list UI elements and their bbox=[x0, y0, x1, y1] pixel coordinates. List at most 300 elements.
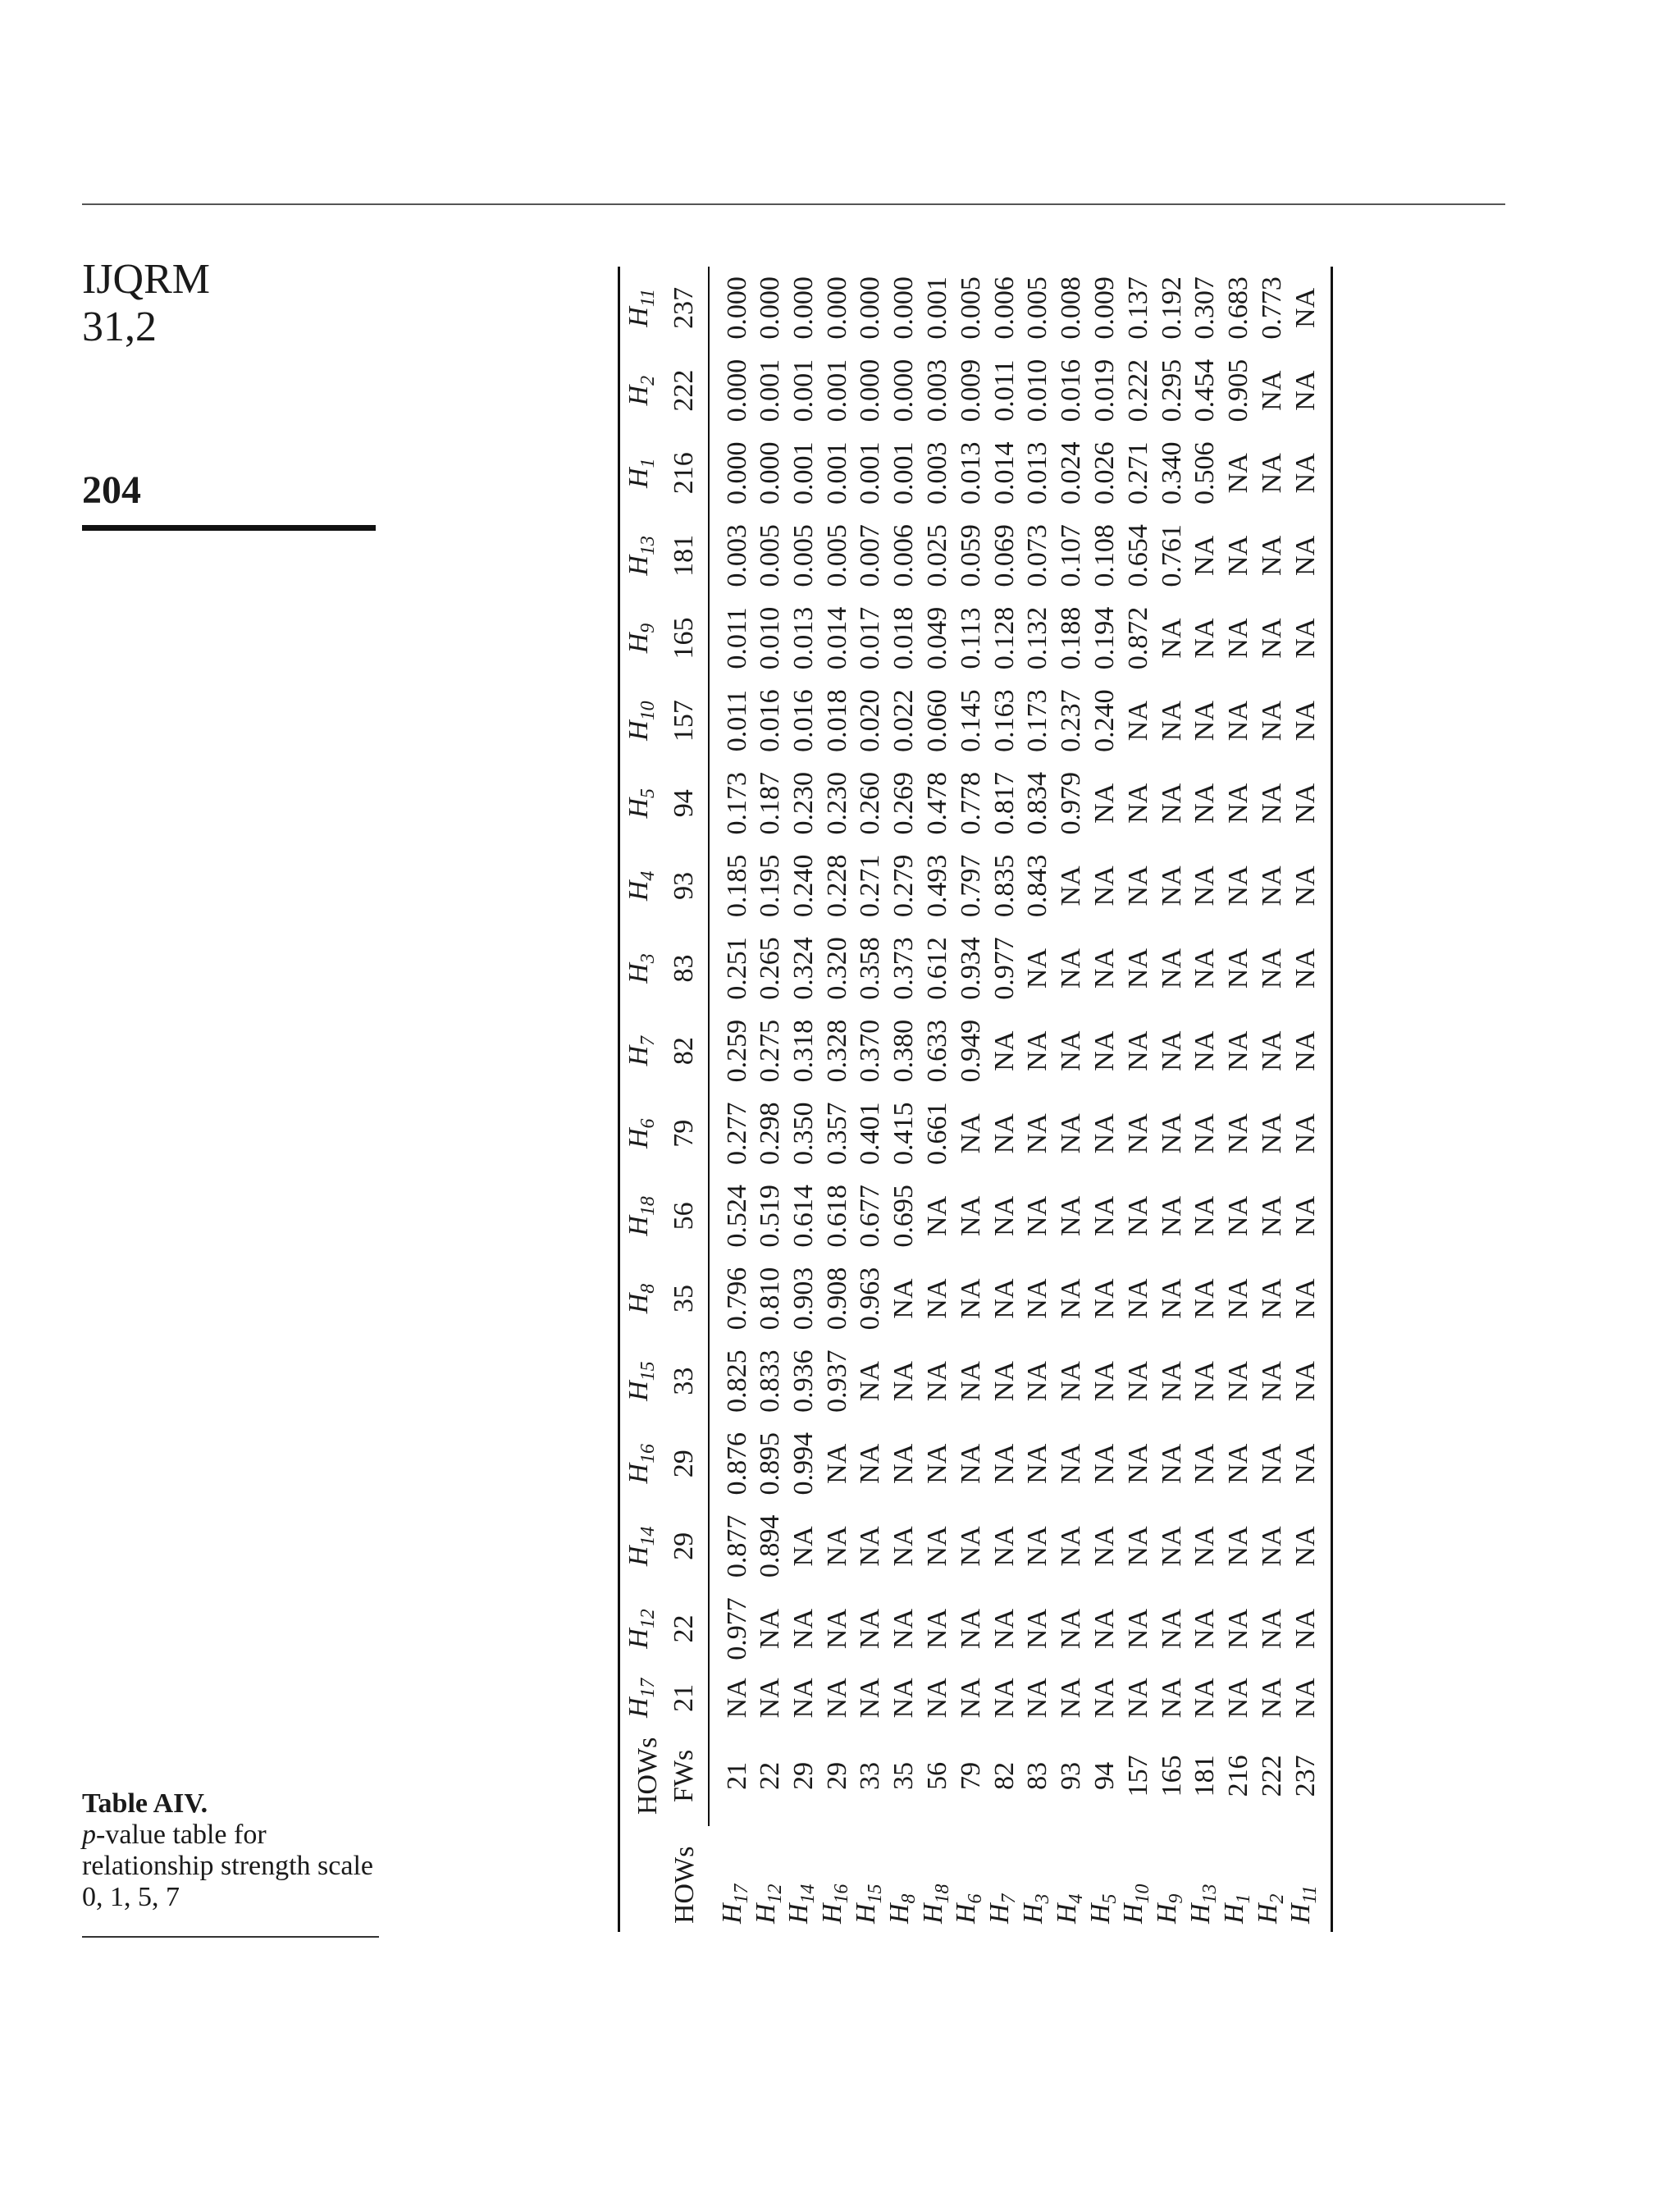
table-cell: 0.240 bbox=[788, 854, 819, 918]
column-header-h3 bbox=[619, 927, 672, 1010]
table-cell: 0.340 bbox=[1156, 441, 1187, 505]
table-cell: 0.010 bbox=[754, 606, 785, 670]
table-cell: NA bbox=[1223, 1113, 1254, 1154]
table-cell: 0.188 bbox=[1056, 606, 1087, 670]
table-cell: NA bbox=[1056, 948, 1087, 989]
table-row bbox=[1089, 267, 1122, 1932]
table-cell: NA bbox=[821, 1526, 852, 1567]
table-cell: 0.835 bbox=[988, 854, 1020, 918]
table-cell: 0.137 bbox=[1122, 276, 1153, 340]
table-cell: NA bbox=[955, 1443, 986, 1484]
table-cell: 0.934 bbox=[955, 937, 986, 1000]
table-cell: NA bbox=[1189, 1030, 1221, 1071]
table-cell: NA bbox=[1223, 701, 1254, 742]
table-cell: 0.222 bbox=[1122, 358, 1153, 422]
column-fw-h9: 165 bbox=[672, 597, 709, 680]
corner-hows-label: HOWs bbox=[632, 1737, 663, 1815]
column-fw-h8: 35 bbox=[672, 1258, 709, 1340]
table-cell: NA bbox=[1122, 1195, 1153, 1236]
table-cell: NA bbox=[788, 1608, 819, 1650]
table-cell: NA bbox=[1122, 1361, 1153, 1402]
table-cell: 0.001 bbox=[888, 441, 920, 505]
table-cell: 0.069 bbox=[988, 524, 1020, 587]
table-row bbox=[1121, 267, 1155, 1932]
table-head bbox=[619, 267, 709, 1932]
column-fw-h12: 22 bbox=[672, 1587, 709, 1670]
table-cell: NA bbox=[1056, 1526, 1087, 1567]
table-cell: 0.173 bbox=[1022, 689, 1053, 752]
table-cell: 0.275 bbox=[754, 1019, 785, 1083]
table-cell: NA bbox=[988, 1195, 1020, 1236]
table-cell: NA bbox=[1089, 1361, 1120, 1402]
table-cell: 0.614 bbox=[788, 1185, 819, 1248]
row-fw: 157 bbox=[1122, 1755, 1153, 1797]
table-cell: 0.228 bbox=[821, 854, 852, 918]
table-cell: 0.307 bbox=[1189, 276, 1221, 340]
table-cell: NA bbox=[888, 1526, 920, 1567]
row-label-h9-symbol: $H_9$ bbox=[1152, 1893, 1187, 1924]
table-cell: 0.318 bbox=[788, 1019, 819, 1083]
table-cell: NA bbox=[1156, 1526, 1187, 1567]
table-cell: 0.298 bbox=[754, 1102, 785, 1166]
table-cell: NA bbox=[1022, 1678, 1053, 1719]
table-cell: 0.014 bbox=[821, 606, 852, 670]
table-cell: 0.905 bbox=[1223, 358, 1254, 422]
pvalue-table bbox=[618, 267, 1333, 1932]
table-cell: NA bbox=[921, 1608, 952, 1650]
table-cell: NA bbox=[1290, 865, 1321, 906]
column-header-h7-symbol: $H_7$ bbox=[623, 1035, 659, 1066]
table-cell: NA bbox=[1189, 1195, 1221, 1236]
table-row bbox=[1155, 267, 1189, 1932]
row-fw: 56 bbox=[921, 1761, 952, 1790]
column-header-h6 bbox=[619, 1092, 672, 1175]
table-cell: NA bbox=[1122, 783, 1153, 824]
table-cell: 0.506 bbox=[1189, 441, 1221, 505]
column-fw-h5: 94 bbox=[672, 762, 709, 845]
table-cell: 0.194 bbox=[1089, 606, 1120, 670]
table-cell: 0.001 bbox=[788, 441, 819, 505]
table-cell: 0.237 bbox=[1056, 689, 1087, 752]
table-cell: NA bbox=[988, 1361, 1020, 1402]
column-header-h15 bbox=[619, 1340, 672, 1422]
row-label-h7 bbox=[984, 1826, 1021, 1932]
table-cell: 0.001 bbox=[821, 358, 852, 422]
table-cell: NA bbox=[1056, 1278, 1087, 1319]
column-header-h14-symbol: $H_{14}$ bbox=[623, 1526, 659, 1567]
row-fw: 29 bbox=[821, 1761, 852, 1790]
table-cell: 0.380 bbox=[888, 1019, 920, 1083]
column-header-h5 bbox=[619, 762, 672, 845]
row-label-h4 bbox=[1051, 1826, 1089, 1932]
table-cell: 0.633 bbox=[921, 1019, 952, 1083]
table-cell: 0.358 bbox=[855, 937, 886, 1000]
table-cell: 0.654 bbox=[1122, 524, 1153, 587]
table-cell: 0.963 bbox=[855, 1267, 886, 1331]
table-cell: NA bbox=[1022, 1278, 1053, 1319]
column-header-h14 bbox=[619, 1505, 672, 1588]
table-cell: NA bbox=[754, 1608, 785, 1650]
table-cell: NA bbox=[1256, 1608, 1287, 1650]
column-header-h11-symbol: $H_{11}$ bbox=[623, 289, 659, 327]
column-fw-h18: 56 bbox=[672, 1175, 709, 1258]
column-header-h3-symbol: $H_3$ bbox=[623, 953, 659, 984]
table-cell: NA bbox=[1056, 1195, 1087, 1236]
row-fw: 21 bbox=[721, 1761, 752, 1790]
row-fw: 222 bbox=[1256, 1755, 1287, 1797]
column-header-h6-symbol: $H_6$ bbox=[623, 1118, 659, 1149]
table-cell: NA bbox=[1256, 1361, 1287, 1402]
table-cell: 0.994 bbox=[788, 1432, 819, 1495]
table-cell: NA bbox=[1223, 535, 1254, 576]
table-cell: 0.000 bbox=[721, 441, 752, 505]
column-fw-h6: 79 bbox=[672, 1092, 709, 1175]
table-cell: 0.260 bbox=[855, 772, 886, 835]
journal-name: IJQRM bbox=[82, 256, 211, 303]
row-label-h14 bbox=[783, 1826, 820, 1932]
table-cell: 0.020 bbox=[855, 689, 886, 752]
table-cell: NA bbox=[1022, 1361, 1053, 1402]
table-cell: NA bbox=[1189, 865, 1221, 906]
table-cell: NA bbox=[1089, 1443, 1120, 1484]
table-cell: 0.295 bbox=[1156, 358, 1187, 422]
column-header-h8-symbol: $H_8$ bbox=[623, 1283, 659, 1314]
table-cell: 0.001 bbox=[788, 358, 819, 422]
column-header-h13-symbol: $H_{13}$ bbox=[623, 536, 659, 576]
table-cell: 0.834 bbox=[1022, 772, 1053, 835]
table-cell: NA bbox=[1256, 370, 1287, 411]
table-cell: NA bbox=[821, 1678, 852, 1719]
row-fw: 35 bbox=[888, 1761, 920, 1790]
column-header-h15-symbol: $H_{15}$ bbox=[623, 1361, 659, 1401]
table-cell: NA bbox=[1056, 865, 1087, 906]
column-fw-h14: 29 bbox=[672, 1505, 709, 1588]
row-label-h13 bbox=[1185, 1826, 1222, 1932]
column-fw-h2: 222 bbox=[672, 349, 709, 432]
table-cell: 0.000 bbox=[888, 276, 920, 340]
table-cell: NA bbox=[1189, 1278, 1221, 1319]
row-label-h4-symbol: $H_4$ bbox=[1051, 1893, 1087, 1924]
row-label-h1-symbol: $H_1$ bbox=[1218, 1893, 1254, 1924]
table-cell: 0.013 bbox=[1022, 441, 1053, 505]
table-cell: 0.001 bbox=[855, 441, 886, 505]
table-cell: 0.872 bbox=[1122, 606, 1153, 670]
row-label-h15 bbox=[850, 1826, 888, 1932]
table-cell: NA bbox=[1089, 1526, 1120, 1567]
table-cell: NA bbox=[988, 1443, 1020, 1484]
column-header-h9-symbol: $H_9$ bbox=[623, 623, 659, 654]
row-label-h10 bbox=[1118, 1826, 1155, 1932]
table-cell: 0.006 bbox=[888, 524, 920, 587]
table-row bbox=[1289, 267, 1331, 1932]
row-fw: 94 bbox=[1089, 1761, 1120, 1790]
table-row bbox=[1055, 267, 1089, 1932]
table-cell: 0.003 bbox=[721, 524, 752, 587]
table-cell: NA bbox=[1022, 1608, 1053, 1650]
table-cell: 0.797 bbox=[955, 854, 986, 918]
table-cell: NA bbox=[1189, 783, 1221, 824]
table-cell: NA bbox=[1290, 1526, 1321, 1567]
row-label-h12-symbol: $H_{12}$ bbox=[750, 1884, 786, 1924]
row-label-h15-symbol: $H_{15}$ bbox=[850, 1884, 886, 1924]
column-header-h13 bbox=[619, 514, 672, 597]
table-cell: NA bbox=[1022, 1113, 1053, 1154]
table-cell: NA bbox=[1156, 948, 1187, 989]
table-cell: 0.017 bbox=[855, 606, 886, 670]
table-cell: 0.524 bbox=[721, 1185, 752, 1248]
table-cell: NA bbox=[1290, 1113, 1321, 1154]
column-header-h8 bbox=[619, 1258, 672, 1340]
table-cell: NA bbox=[988, 1608, 1020, 1650]
table-cell: 0.519 bbox=[754, 1185, 785, 1248]
column-header-h5-symbol: $H_5$ bbox=[623, 788, 659, 819]
table-cell: 0.265 bbox=[754, 937, 785, 1000]
table-cell: 0.026 bbox=[1089, 441, 1120, 505]
table-cell: 0.195 bbox=[754, 854, 785, 918]
table-cell: 0.006 bbox=[988, 276, 1020, 340]
table-cell: 0.000 bbox=[721, 276, 752, 340]
row-label-h5 bbox=[1084, 1826, 1122, 1932]
table-cell: NA bbox=[1189, 701, 1221, 742]
table-cell: 0.107 bbox=[1056, 524, 1087, 587]
table-cell: 0.761 bbox=[1156, 524, 1187, 587]
table-cell: 0.350 bbox=[788, 1102, 819, 1166]
table-cell: NA bbox=[1189, 1526, 1221, 1567]
table-row bbox=[1256, 267, 1290, 1932]
pvalue-table-rotated bbox=[618, 267, 1322, 1932]
table-cell: 0.810 bbox=[754, 1267, 785, 1331]
table-cell: 0.908 bbox=[821, 1267, 852, 1331]
table-cell: 0.185 bbox=[721, 854, 752, 918]
corner-fws-label: FWs bbox=[672, 1726, 709, 1826]
table-cell: 0.277 bbox=[721, 1102, 752, 1166]
table-cell: 0.977 bbox=[721, 1597, 752, 1660]
table-cell: NA bbox=[888, 1361, 920, 1402]
table-cell: NA bbox=[955, 1113, 986, 1154]
table-cell: NA bbox=[1189, 1608, 1221, 1650]
table-cell: 0.271 bbox=[1122, 441, 1153, 505]
column-header-h11 bbox=[619, 267, 672, 349]
table-cell: NA bbox=[1223, 1195, 1254, 1236]
row-label-h8-symbol: $H_8$ bbox=[883, 1893, 920, 1924]
table-cell: NA bbox=[955, 1278, 986, 1319]
table-cell: NA bbox=[1122, 1113, 1153, 1154]
table-cell: NA bbox=[1256, 948, 1287, 989]
table-cell: 0.016 bbox=[1056, 358, 1087, 422]
row-label-h11 bbox=[1285, 1826, 1331, 1932]
table-cell: 0.025 bbox=[921, 524, 952, 587]
table-row bbox=[787, 267, 820, 1932]
row-label-h10-symbol: $H_{10}$ bbox=[1118, 1884, 1154, 1924]
table-cell: NA bbox=[1290, 1608, 1321, 1650]
table-cell: NA bbox=[1122, 1526, 1153, 1567]
table-cell: NA bbox=[1189, 1678, 1221, 1719]
table-cell: 0.060 bbox=[921, 689, 952, 752]
column-fw-h7: 82 bbox=[672, 1010, 709, 1093]
column-fw-h11: 237 bbox=[672, 267, 709, 349]
row-fw: 165 bbox=[1156, 1755, 1187, 1797]
table-cell: 0.016 bbox=[788, 689, 819, 752]
column-header-h4-symbol: $H_4$ bbox=[623, 870, 659, 902]
table-cell: 0.018 bbox=[821, 689, 852, 752]
table-cell: NA bbox=[1022, 1195, 1053, 1236]
table-cell: 0.478 bbox=[921, 772, 952, 835]
table-row bbox=[1222, 267, 1256, 1932]
table-cell: NA bbox=[1056, 1608, 1087, 1650]
table-cell: 0.001 bbox=[754, 358, 785, 422]
table-cell: NA bbox=[921, 1443, 952, 1484]
table-cell: NA bbox=[1256, 1195, 1287, 1236]
table-cell: 0.005 bbox=[1022, 276, 1053, 340]
table-cell: NA bbox=[721, 1678, 752, 1719]
table-cell: NA bbox=[1290, 1443, 1321, 1484]
table-cell: NA bbox=[1122, 701, 1153, 742]
pvalue-table-container bbox=[618, 267, 1322, 1932]
table-cell: 0.618 bbox=[821, 1185, 852, 1248]
column-header-h2 bbox=[619, 349, 672, 432]
row-label-h2 bbox=[1252, 1826, 1290, 1932]
table-row bbox=[954, 267, 988, 1932]
column-header-h4 bbox=[619, 845, 672, 928]
table-row bbox=[1021, 267, 1055, 1932]
table-cell: 0.019 bbox=[1089, 358, 1120, 422]
table-row bbox=[988, 267, 1021, 1932]
table-cell: NA bbox=[1223, 1361, 1254, 1402]
table-cell: NA bbox=[1089, 783, 1120, 824]
table-cell: 0.817 bbox=[988, 772, 1020, 835]
page-number: 204 bbox=[82, 468, 141, 512]
table-cell: 0.073 bbox=[1022, 524, 1053, 587]
table-cell: NA bbox=[1223, 1030, 1254, 1071]
table-cell: 0.240 bbox=[1089, 689, 1120, 752]
table-row bbox=[1189, 267, 1222, 1932]
row-label-h18 bbox=[917, 1826, 955, 1932]
table-cell: NA bbox=[1189, 618, 1221, 659]
table-cell: 0.876 bbox=[721, 1432, 752, 1495]
table-cell: 0.661 bbox=[921, 1102, 952, 1166]
column-header-h7 bbox=[619, 1010, 672, 1093]
header-rule bbox=[82, 203, 1505, 205]
table-cell: NA bbox=[888, 1443, 920, 1484]
table-cell: 0.016 bbox=[754, 689, 785, 752]
table-cell: NA bbox=[1156, 1195, 1187, 1236]
table-cell: NA bbox=[1122, 1608, 1153, 1650]
table-cell: 0.796 bbox=[721, 1267, 752, 1331]
table-cell: NA bbox=[1256, 1030, 1287, 1071]
table-cell: 0.833 bbox=[754, 1349, 785, 1413]
table-cell: NA bbox=[855, 1443, 886, 1484]
column-fw-h16: 29 bbox=[672, 1422, 709, 1505]
column-header-h12-symbol: $H_{12}$ bbox=[623, 1609, 659, 1649]
table-cell: NA bbox=[855, 1361, 886, 1402]
table-cell: NA bbox=[955, 1526, 986, 1567]
table-cell: NA bbox=[1156, 1361, 1187, 1402]
table-cell: 0.001 bbox=[921, 276, 952, 340]
table-cell: NA bbox=[1256, 1678, 1287, 1719]
table-cell: NA bbox=[1122, 1443, 1153, 1484]
table-cell: 0.000 bbox=[855, 358, 886, 422]
table-cell: 0.000 bbox=[788, 276, 819, 340]
table-cell: 0.059 bbox=[955, 524, 986, 587]
table-cell: 0.695 bbox=[888, 1185, 920, 1248]
table-cell: NA bbox=[1256, 1443, 1287, 1484]
row-label-h6-symbol: $H_6$ bbox=[951, 1893, 987, 1924]
caption-body bbox=[82, 1820, 394, 1913]
table-cell: NA bbox=[1256, 701, 1287, 742]
table-cell: NA bbox=[1056, 1113, 1087, 1154]
column-header-h17-symbol: $H_{17}$ bbox=[623, 1678, 659, 1719]
table-cell: 0.049 bbox=[921, 606, 952, 670]
table-cell: NA bbox=[821, 1608, 852, 1650]
table-cell: 0.010 bbox=[1022, 358, 1053, 422]
table-cell: NA bbox=[988, 1526, 1020, 1567]
table-cell: 0.454 bbox=[1189, 358, 1221, 422]
column-header-h9 bbox=[619, 597, 672, 680]
table-cell: 0.108 bbox=[1089, 524, 1120, 587]
row-label-h11-symbol: $H_{11}$ bbox=[1285, 1885, 1322, 1924]
column-header-h10-symbol: $H_{10}$ bbox=[623, 701, 659, 741]
row-header-label: HOWs bbox=[669, 1846, 700, 1924]
table-cell: NA bbox=[1223, 783, 1254, 824]
table-cell: NA bbox=[1056, 1361, 1087, 1402]
table-cell: NA bbox=[1223, 1608, 1254, 1650]
table-cell: NA bbox=[1290, 701, 1321, 742]
table-cell: 0.005 bbox=[788, 524, 819, 587]
table-row bbox=[820, 267, 854, 1932]
column-header-h18 bbox=[619, 1175, 672, 1258]
table-cell: 0.949 bbox=[955, 1019, 986, 1083]
table-cell: 0.173 bbox=[721, 772, 752, 835]
table-cell: NA bbox=[1290, 453, 1321, 494]
table-cell: NA bbox=[1189, 535, 1221, 576]
table-cell: NA bbox=[1156, 865, 1187, 906]
row-label-h8 bbox=[883, 1826, 921, 1932]
row-label-h3-symbol: $H_3$ bbox=[1017, 1893, 1053, 1924]
table-row bbox=[921, 267, 955, 1932]
row-fw: 216 bbox=[1223, 1755, 1254, 1797]
table-cell: 0.009 bbox=[955, 358, 986, 422]
row-fw: 237 bbox=[1290, 1755, 1321, 1797]
column-header-h1-symbol: $H_1$ bbox=[623, 458, 659, 489]
row-label-h14-symbol: $H_{14}$ bbox=[783, 1884, 819, 1924]
table-cell: NA bbox=[1223, 453, 1254, 494]
table-cell: NA bbox=[1290, 287, 1321, 328]
table-cell: NA bbox=[855, 1678, 886, 1719]
table-cell: 0.145 bbox=[955, 689, 986, 752]
table-cell: 0.007 bbox=[855, 524, 886, 587]
row-fw: 181 bbox=[1189, 1755, 1221, 1797]
table-cell: NA bbox=[1156, 618, 1187, 659]
table-cell: 0.003 bbox=[921, 358, 952, 422]
row-label-h5-symbol: $H_5$ bbox=[1084, 1893, 1121, 1924]
table-cell: NA bbox=[1223, 1278, 1254, 1319]
table-cell: 0.005 bbox=[821, 524, 852, 587]
table-cell: NA bbox=[1290, 1361, 1321, 1402]
table-cell: NA bbox=[855, 1526, 886, 1567]
table-cell: 0.192 bbox=[1156, 276, 1187, 340]
table-row bbox=[854, 267, 888, 1932]
table-cell: NA bbox=[1089, 1113, 1120, 1154]
table-cell: NA bbox=[1056, 1443, 1087, 1484]
table-cell: NA bbox=[1189, 1361, 1221, 1402]
table-cell: NA bbox=[1156, 1443, 1187, 1484]
table-cell: NA bbox=[1189, 948, 1221, 989]
caption-italic-p: p bbox=[82, 1820, 96, 1850]
table-cell: 0.357 bbox=[821, 1102, 852, 1166]
table-cell: 0.373 bbox=[888, 937, 920, 1000]
table-cell: 0.005 bbox=[955, 276, 986, 340]
table-cell: 0.013 bbox=[955, 441, 986, 505]
